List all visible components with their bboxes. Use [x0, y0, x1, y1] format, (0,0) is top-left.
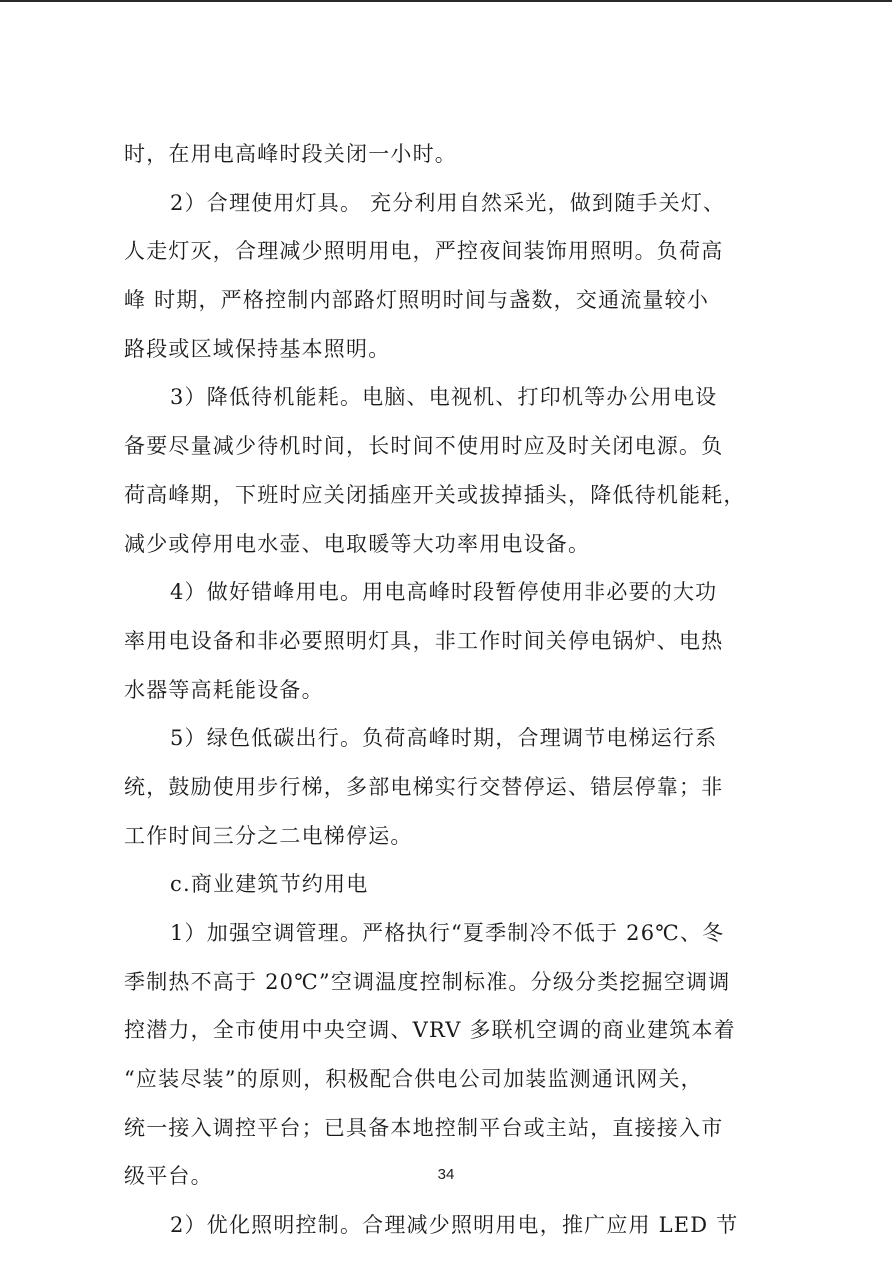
text-line: 工作时间三分之二电梯停运。	[124, 823, 413, 848]
text-line: 1）加强空调管理。严格执行“夏季制冷不低于 26℃、冬	[170, 921, 725, 945]
page-number: 34	[437, 1166, 455, 1183]
document-body	[124, 130, 772, 1250]
text-line: 率用电设备和非必要照明灯具，非工作时间关停电锅炉、电热	[124, 628, 724, 653]
text-line: 统，鼓励使用步行梯，多部电梯实行交替停运、错层停靠；非	[124, 774, 724, 799]
top-border-rule	[0, 0, 892, 2]
text-line: 控潜力，全市使用中央空调、VRV 多联机空调的商业建筑本着	[124, 1018, 736, 1043]
section-heading: c.商业建筑节约用电	[170, 872, 369, 897]
text-line: 级平台。	[124, 1164, 213, 1189]
text-line: 水器等高耗能设备。	[124, 677, 324, 702]
text-line: 时，在用电高峰时段关闭一小时。	[124, 142, 457, 166]
text-line: 2）优化照明控制。合理减少照明用电，推广应用 LED 节	[170, 1213, 739, 1238]
text-line: 路段或区域保持基本照明。	[124, 336, 391, 361]
text-line: 2）合理使用灯具。 充分利用自然采光，做到随手关灯、	[170, 190, 726, 215]
text-line: 备要尽量减少待机时间，长时间不使用时应及时关闭电源。负	[124, 434, 724, 459]
text-line: 统一接入调控平台；已具备本地控制平台或主站，直接接入市	[124, 1115, 724, 1140]
text-line: 荷高峰期，下班时应关闭插座开关或拔掉插头，降低待机能耗，	[124, 482, 746, 507]
text-line: 5）绿色低碳出行。负荷高峰时期，合理调节电梯运行系	[170, 726, 718, 751]
text-line: 季制热不高于 20℃”空调温度控制标准。分级分类挖掘空调调	[124, 969, 731, 994]
text-line: 4）做好错峰用电。用电高峰时段暂停使用非必要的大功	[170, 580, 718, 605]
text-line: 人走灯灭，合理减少照明用电，严控夜间装饰用照明。负荷高	[124, 239, 724, 264]
text-line: 峰 时期，严格控制内部路灯照明时间与盏数，交通流量较小	[124, 288, 710, 313]
text-line: 减少或停用电水壶、电取暖等大功率用电设备。	[124, 531, 591, 556]
text-line: “应装尽装”的原则，积极配合供电公司加装监测通讯网关，	[124, 1067, 703, 1092]
text-line: 3）降低待机能耗。电脑、电视机、打印机等办公用电设	[170, 385, 718, 410]
